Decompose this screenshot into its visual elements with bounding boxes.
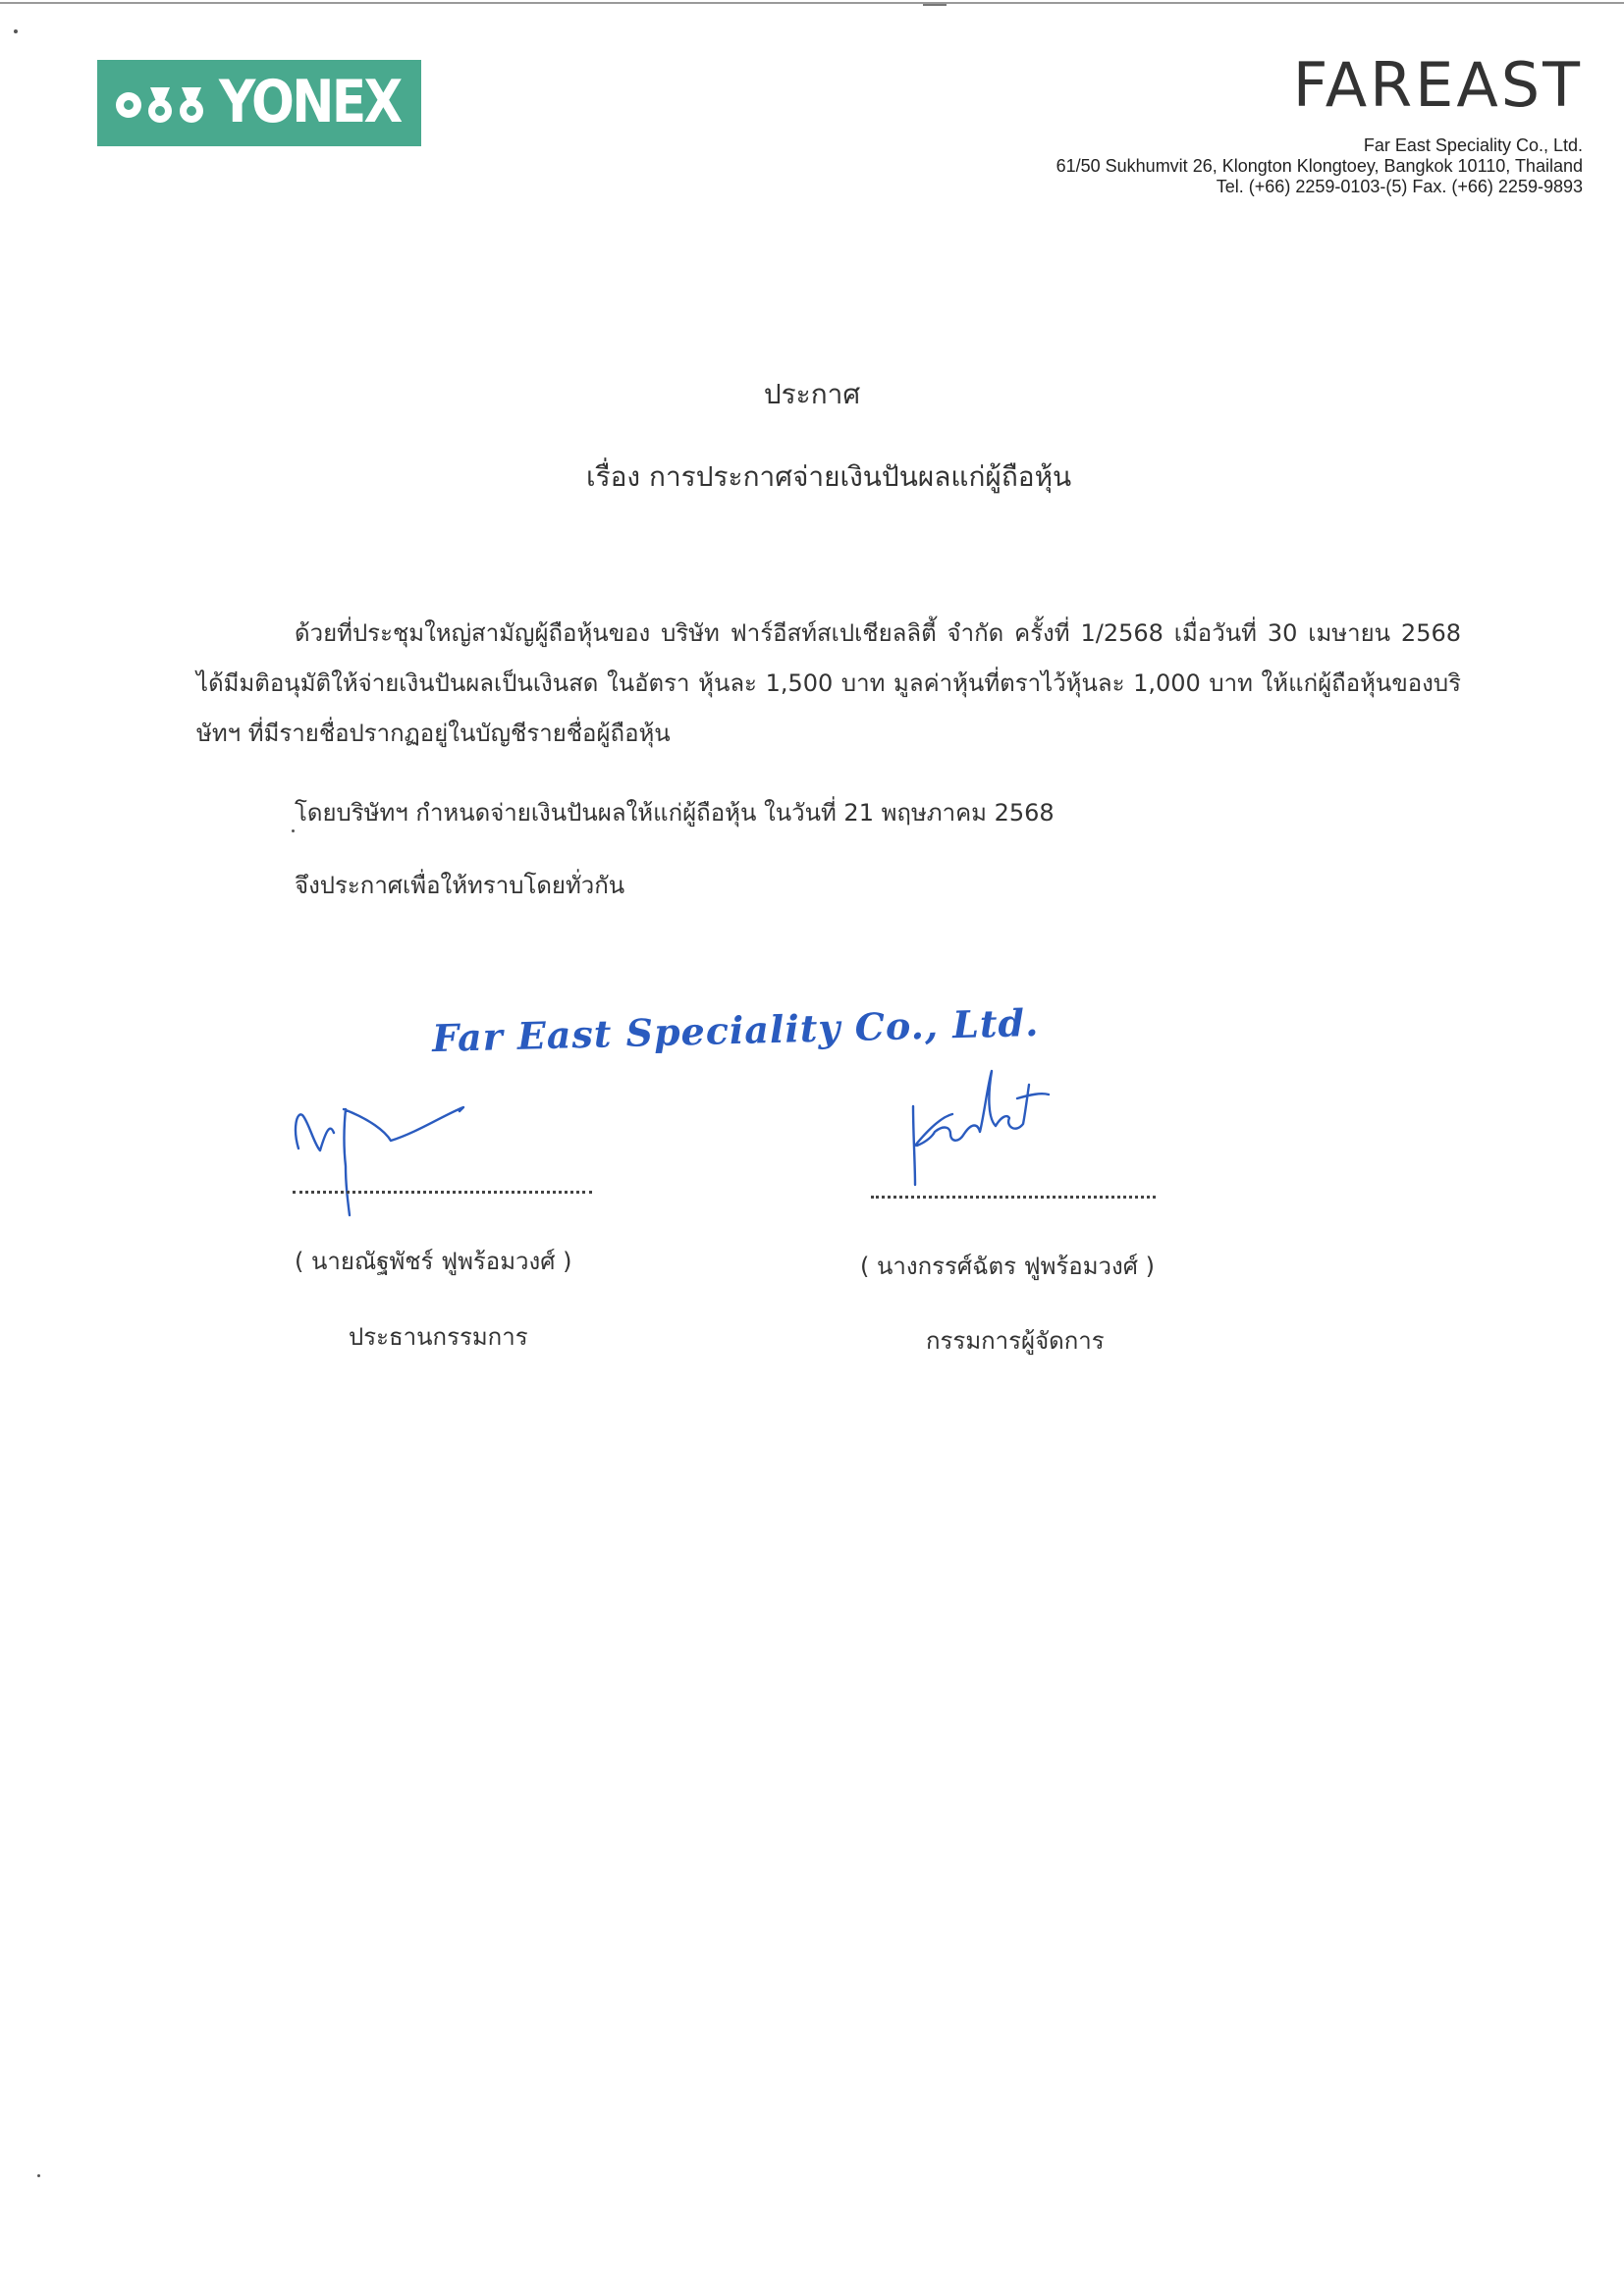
director-signature-line <box>871 1196 1156 1199</box>
scan-speck <box>292 829 295 832</box>
scan-speck <box>37 2174 40 2177</box>
company-address: 61/50 Sukhumvit 26, Klongton Klongtoey, Bangkok 10110, Thailand <box>1056 156 1583 176</box>
company-name: Far East Speciality Co., Ltd. <box>1363 135 1583 155</box>
scan-top-edge <box>0 2 1624 4</box>
director-name: ( นางกรรศ์ฉัตร ฟูพร้อมวงศ์ ) <box>860 1253 1155 1280</box>
announcement-paragraph: ด้วยที่ประชุมใหญ่สามัญผู้ถือหุ้นของ บริษัท ฟาร์อีสท์สเปเชียลลิตี้ จำกัด ครั้งที่ 1/2568 เมื่อวันที่ 30 เมษายน 2568 ได้มีมติอนุมัติให้จ่ายเงินปันผลเป็นเงินสด ในอัตรา หุ้นละ 1,500 บาท มูลค่าหุ้นที่ตราไว้หุ้นละ 1,000 บาท ให้แก่ผู้ถือหุ้นของบริษัทฯ ที่มีรายชื่อปรากฏอยู่ในบัญชีรายชื่อผู้ถือหุ้น <box>196 619 1461 747</box>
company-address-block <box>1056 135 1583 197</box>
yonex-logo <box>97 60 421 146</box>
chairman-name: ( นายณัฐพัชร์ ฟูพร้อมวงศ์ ) <box>295 1248 572 1275</box>
document-title: ประกาศ <box>763 378 861 410</box>
fareast-logo: FAREAST <box>1292 49 1583 121</box>
director-signature-icon <box>893 1055 1110 1202</box>
chairman-signature-line <box>293 1191 592 1194</box>
yonex-emblem-icon <box>111 81 219 127</box>
company-contact: Tel. (+66) 2259-0103-(5) Fax. (+66) 2259-9893 <box>1216 177 1583 196</box>
chairman-title: ประธานกรรมการ <box>349 1323 528 1351</box>
chairman-signature-icon <box>287 1090 562 1227</box>
closing-paragraph: จึงประกาศเพื่อให้ทราบโดยทั่วกัน <box>295 872 625 899</box>
document-subject: เรื่อง การประกาศจ่ายเงินปันผลแก่ผู้ถือหุ้น <box>586 460 1072 493</box>
director-title: กรรมการผู้จัดการ <box>926 1327 1105 1355</box>
company-stamp: Far East Speciality Co., Ltd. <box>431 999 1040 1061</box>
payment-date-paragraph: โดยบริษัทฯ กำหนดจ่ายเงินปันผลให้แก่ผู้ถือหุ้น ในวันที่ 21 พฤษภาคม 2568 <box>295 799 1055 827</box>
scan-speck <box>14 29 18 33</box>
scan-mark <box>923 4 947 6</box>
yonex-wordmark: YONEX <box>219 68 401 136</box>
